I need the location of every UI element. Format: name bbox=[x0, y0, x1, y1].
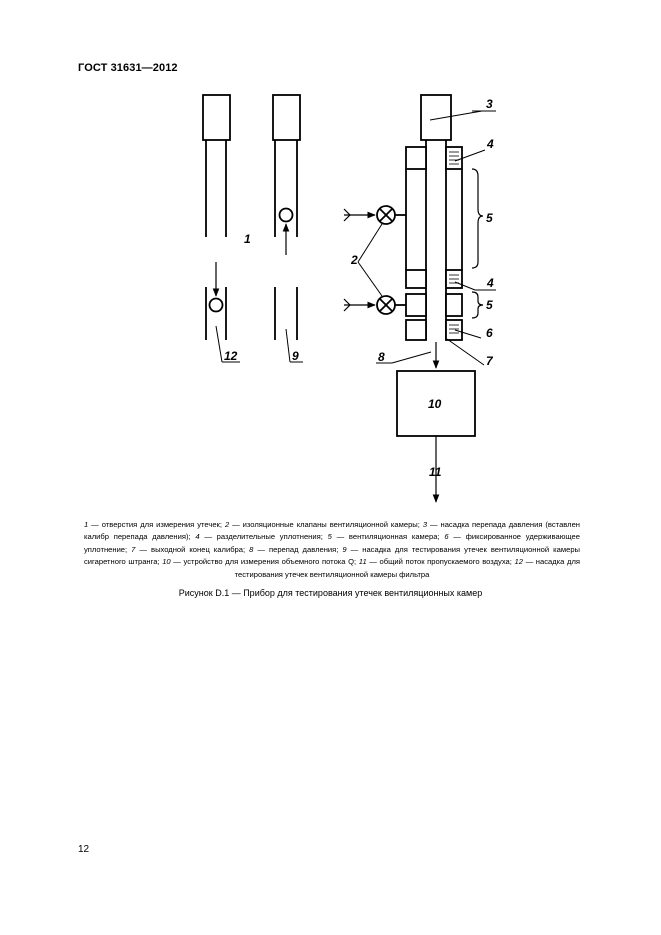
legend-number: 10 bbox=[162, 557, 171, 567]
callout-4a: 4 bbox=[487, 137, 494, 151]
leak-hole-circle bbox=[210, 299, 223, 312]
legend-text: — вентиляционная камера; bbox=[331, 532, 445, 542]
callout-7: 7 bbox=[486, 354, 493, 368]
legend-number: 4 bbox=[195, 532, 200, 542]
callout-3: 3 bbox=[486, 97, 493, 111]
legend-text: — перепад давления; bbox=[253, 544, 343, 554]
callout-5b: 5 bbox=[486, 298, 493, 312]
isolation-valve-upper bbox=[344, 206, 406, 224]
legend-number: 9 bbox=[342, 544, 347, 554]
standard-header: ГОСТ 31631—2012 bbox=[78, 62, 178, 74]
figure-caption: Рисунок D.1 — Прибор для тестирования утечек вентиляционных камер bbox=[178, 588, 483, 598]
legend-text: — разделительные уплотнения; bbox=[199, 532, 328, 542]
legend-text: — насадка для тестирования утечек вентиляционной камеры сигаретного штранга; bbox=[84, 544, 580, 567]
legend-number: 8 bbox=[249, 544, 254, 554]
legend-text: — насадка перепада давления (вставлен калибр перепада давления); bbox=[84, 520, 581, 542]
legend-text: — изоляционные клапаны вентиляционной камеры; bbox=[229, 520, 423, 529]
callout-5a: 5 bbox=[486, 211, 493, 225]
callout-10: 10 bbox=[428, 397, 442, 411]
legend-text: — общий поток пропускаемого воздуха; bbox=[366, 557, 515, 567]
filter-vent-nozzle-upper bbox=[203, 95, 230, 237]
callout-8: 8 bbox=[378, 350, 385, 364]
legend-text: — выходной конец калибра; bbox=[135, 544, 250, 554]
legend-number: 11 bbox=[358, 557, 367, 567]
legend-number: 5 bbox=[327, 532, 332, 542]
legend-number: 7 bbox=[131, 544, 136, 554]
callout-1: 1 bbox=[244, 232, 251, 246]
callout-2: 2 bbox=[351, 253, 358, 267]
legend-number: 6 bbox=[444, 532, 449, 542]
legend-text: — отверстия для измерения утечек; bbox=[88, 520, 225, 529]
callout-9: 9 bbox=[292, 349, 299, 363]
legend-text: — насадка для тестирования утечек вентиляционной камеры фильтра bbox=[234, 557, 580, 579]
callout-4b: 4 bbox=[487, 276, 494, 290]
legend-number: 3 bbox=[422, 520, 428, 529]
isolation-valve-lower bbox=[344, 296, 406, 314]
legend-number: 1 bbox=[84, 520, 89, 529]
legend-number: 12 bbox=[514, 557, 523, 567]
vent-chamber-right-wall bbox=[446, 147, 462, 340]
figure-legend bbox=[84, 519, 580, 581]
calibration-tube bbox=[426, 140, 446, 340]
legend-text: — фиксированное удерживающее уплотнение; bbox=[84, 532, 580, 554]
callout-11: 11 bbox=[429, 465, 442, 479]
legend-number: 2 bbox=[224, 520, 230, 529]
vent-chamber-left-wall bbox=[406, 147, 426, 340]
tobacco-rod-nozzle-upper bbox=[273, 95, 300, 255]
brace-chamber-upper bbox=[472, 169, 483, 268]
legend-text: — устройство для измерения объемного потока Q; bbox=[170, 557, 359, 567]
leak-hole-circle bbox=[280, 209, 293, 222]
brace-chamber-lower bbox=[472, 292, 483, 318]
callout-6: 6 bbox=[486, 326, 493, 340]
page-number: 12 bbox=[78, 844, 90, 855]
callout-12: 12 bbox=[224, 349, 238, 363]
